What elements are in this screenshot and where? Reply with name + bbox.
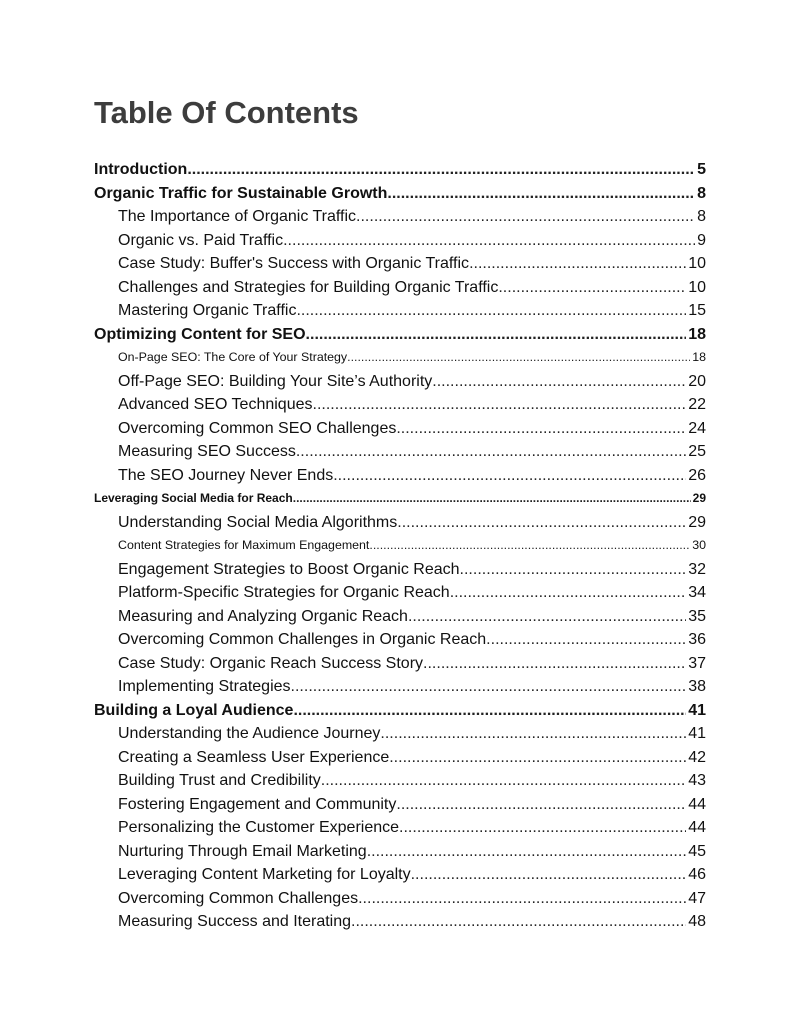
toc-section-entry[interactable]: [94, 816, 706, 840]
toc-entry-page-number: 20: [688, 372, 706, 390]
toc-section-entry[interactable]: [94, 863, 706, 887]
toc-entry-page-number: 43: [688, 772, 706, 789]
toc-entry-page-number: 26: [688, 466, 706, 484]
toc-entry-label: Building a Loyal Audience: [94, 701, 294, 719]
dot-leader: [351, 910, 686, 934]
toc-section-entry[interactable]: [94, 346, 706, 370]
dot-leader: [358, 887, 686, 911]
toc-section-entry[interactable]: [94, 793, 706, 817]
toc-section-entry[interactable]: [94, 910, 706, 934]
toc-entry-page-number: 41: [688, 701, 706, 719]
toc-entry-label: Off-Page SEO: Building Your Site’s Authority: [118, 372, 433, 390]
dot-leader: [486, 628, 686, 652]
dot-leader: [367, 840, 687, 864]
toc-entry-page-number: 37: [688, 654, 706, 672]
toc-entry-label: Nurturing Through Email Marketing: [118, 842, 367, 860]
toc-section-entry[interactable]: [94, 652, 706, 676]
toc-section-entry[interactable]: [94, 746, 706, 770]
toc-entry-page-number: 48: [688, 913, 706, 930]
toc-section-entry[interactable]: [94, 722, 706, 746]
toc-section-entry[interactable]: [94, 205, 706, 229]
toc-entry-page-number: 15: [688, 302, 706, 319]
toc-entry-label: Building Trust and Credibility: [118, 772, 321, 789]
toc-section-entry[interactable]: [94, 417, 706, 441]
dot-leader: [396, 793, 686, 817]
toc-entry-label: Overcoming Common SEO Challenges: [118, 419, 397, 437]
toc-section-entry[interactable]: [94, 276, 706, 300]
toc-entry-page-number: 34: [688, 584, 706, 601]
toc-entry-page-number: 36: [688, 631, 706, 648]
toc-section-entry[interactable]: [94, 511, 706, 535]
toc-entry-label: Platform-Specific Strategies for Organic Reach: [118, 584, 450, 601]
toc-entry-page-number: 38: [688, 678, 706, 695]
dot-leader: [306, 323, 687, 347]
toc-entry-page-number: 29: [688, 513, 706, 531]
toc-entry-label: Measuring Success and Iterating: [118, 913, 352, 930]
toc-entry-label: Implementing Strategies: [118, 678, 291, 695]
toc-entry-page-number: 47: [688, 889, 706, 907]
toc-section-entry[interactable]: [94, 393, 706, 417]
toc-entry-label: Understanding the Audience Journey: [118, 725, 381, 742]
dot-leader: [396, 417, 686, 441]
toc-entry-page-number: 44: [688, 819, 706, 836]
toc-entry-label: Fostering Engagement and Community: [118, 795, 397, 813]
toc-entry-label: Organic Traffic for Sustainable Growth: [94, 184, 388, 202]
toc-entry-page-number: 18: [692, 350, 706, 364]
dot-leader: [283, 229, 695, 253]
toc-section-entry[interactable]: [94, 581, 706, 605]
toc-chapter-entry[interactable]: [94, 699, 706, 723]
toc-entry-page-number: 35: [688, 607, 706, 625]
dot-leader: [469, 252, 686, 276]
toc-entry-page-number: 18: [688, 325, 706, 343]
toc-entry-page-number: 44: [688, 795, 706, 813]
toc-section-entry[interactable]: [94, 229, 706, 253]
toc-entry-page-number: 30: [692, 538, 706, 552]
toc-chapter-entry[interactable]: [94, 182, 706, 206]
toc-section-entry[interactable]: [94, 887, 706, 911]
toc-entry-page-number: 8: [697, 208, 706, 225]
toc-section-entry[interactable]: [94, 370, 706, 394]
table-of-contents: [94, 158, 706, 934]
toc-entry-page-number: 9: [697, 231, 706, 249]
toc-entry-page-number: 24: [688, 419, 706, 437]
dot-leader: [321, 769, 686, 793]
toc-entry-label: Creating a Seamless User Experience: [118, 748, 390, 766]
dot-leader: [293, 487, 691, 511]
dot-leader: [450, 581, 687, 605]
toc-section-entry[interactable]: [94, 464, 706, 488]
toc-entry-page-number: 10: [688, 278, 706, 296]
toc-entry-page-number: 29: [692, 491, 706, 505]
toc-entry-label: The SEO Journey Never Ends: [118, 466, 334, 484]
toc-entry-page-number: 8: [697, 184, 706, 202]
dot-leader: [296, 299, 686, 323]
dot-leader: [291, 675, 687, 699]
toc-entry-page-number: 42: [688, 748, 706, 766]
toc-entry-label: The Importance of Organic Traffic: [118, 208, 357, 225]
dot-leader: [408, 605, 686, 629]
dot-leader: [432, 370, 686, 394]
toc-section-entry[interactable]: [94, 769, 706, 793]
toc-chapter-entry[interactable]: [94, 158, 706, 182]
toc-section-entry[interactable]: [94, 440, 706, 464]
toc-section-entry[interactable]: [94, 628, 706, 652]
toc-entry-label: Overcoming Common Challenges in Organic Reach: [118, 631, 487, 648]
dot-leader: [498, 276, 686, 300]
toc-entry-page-number: 45: [688, 842, 706, 860]
toc-entry-page-number: 5: [697, 161, 706, 178]
toc-entry-label: Mastering Organic Traffic: [118, 302, 297, 319]
toc-entry-label: Organic vs. Paid Traffic: [118, 231, 284, 249]
toc-entry-label: Overcoming Common Challenges: [118, 889, 359, 907]
toc-entry-label: Understanding Social Media Algorithms: [118, 513, 398, 531]
toc-entry-label: Engagement Strategies to Boost Organic Reach: [118, 560, 460, 578]
toc-entry-page-number: 25: [688, 443, 706, 460]
toc-entry-label: Measuring and Analyzing Organic Reach: [118, 607, 408, 625]
toc-entry-label: Content Strategies for Maximum Engagement: [118, 538, 370, 552]
toc-entry-label: Case Study: Buffer's Success with Organic Traffic: [118, 255, 470, 272]
toc-chapter-entry[interactable]: [94, 323, 706, 347]
toc-section-entry[interactable]: [94, 675, 706, 699]
toc-entry-label: Challenges and Strategies for Building Organic Traffic: [118, 278, 499, 296]
dot-leader: [389, 746, 686, 770]
dot-leader: [399, 816, 686, 840]
toc-entry-label: Advanced SEO Techniques: [118, 396, 313, 413]
dot-leader: [356, 205, 695, 229]
toc-entry-page-number: 10: [688, 255, 706, 272]
dot-leader: [369, 534, 690, 558]
toc-entry-page-number: 46: [688, 866, 706, 883]
toc-entry-label: Introduction: [94, 161, 188, 178]
toc-entry-label: Optimizing Content for SEO: [94, 325, 306, 343]
toc-entry-page-number: 22: [688, 396, 706, 413]
toc-entry-label: Case Study: Organic Reach Success Story: [118, 654, 424, 672]
dot-leader: [313, 393, 687, 417]
dot-leader: [347, 346, 690, 370]
dot-leader: [333, 464, 686, 488]
dot-leader: [460, 558, 687, 582]
dot-leader: [411, 863, 687, 887]
toc-section-entry[interactable]: [94, 534, 706, 558]
toc-chapter-entry[interactable]: [94, 487, 706, 511]
toc-section-entry[interactable]: [94, 299, 706, 323]
toc-entry-label: On-Page SEO: The Core of Your Strategy: [118, 350, 348, 364]
dot-leader: [296, 440, 686, 464]
toc-section-entry[interactable]: [94, 840, 706, 864]
dot-leader: [397, 511, 686, 535]
toc-entry-label: Leveraging Content Marketing for Loyalty: [118, 866, 411, 883]
dot-leader: [380, 722, 686, 746]
toc-entry-label: Measuring SEO Success: [118, 443, 296, 460]
toc-entry-page-number: 32: [688, 560, 706, 578]
toc-section-entry[interactable]: [94, 558, 706, 582]
dot-leader: [293, 699, 686, 723]
dot-leader: [423, 652, 686, 676]
dot-leader: [387, 182, 695, 206]
page-title: Table Of Contents: [94, 95, 359, 130]
toc-entry-label: Personalizing the Customer Experience: [118, 819, 400, 836]
toc-entry-label: Leveraging Social Media for Reach: [94, 491, 293, 505]
toc-section-entry[interactable]: [94, 252, 706, 276]
dot-leader: [187, 158, 695, 182]
toc-entry-page-number: 41: [688, 725, 706, 742]
toc-section-entry[interactable]: [94, 605, 706, 629]
